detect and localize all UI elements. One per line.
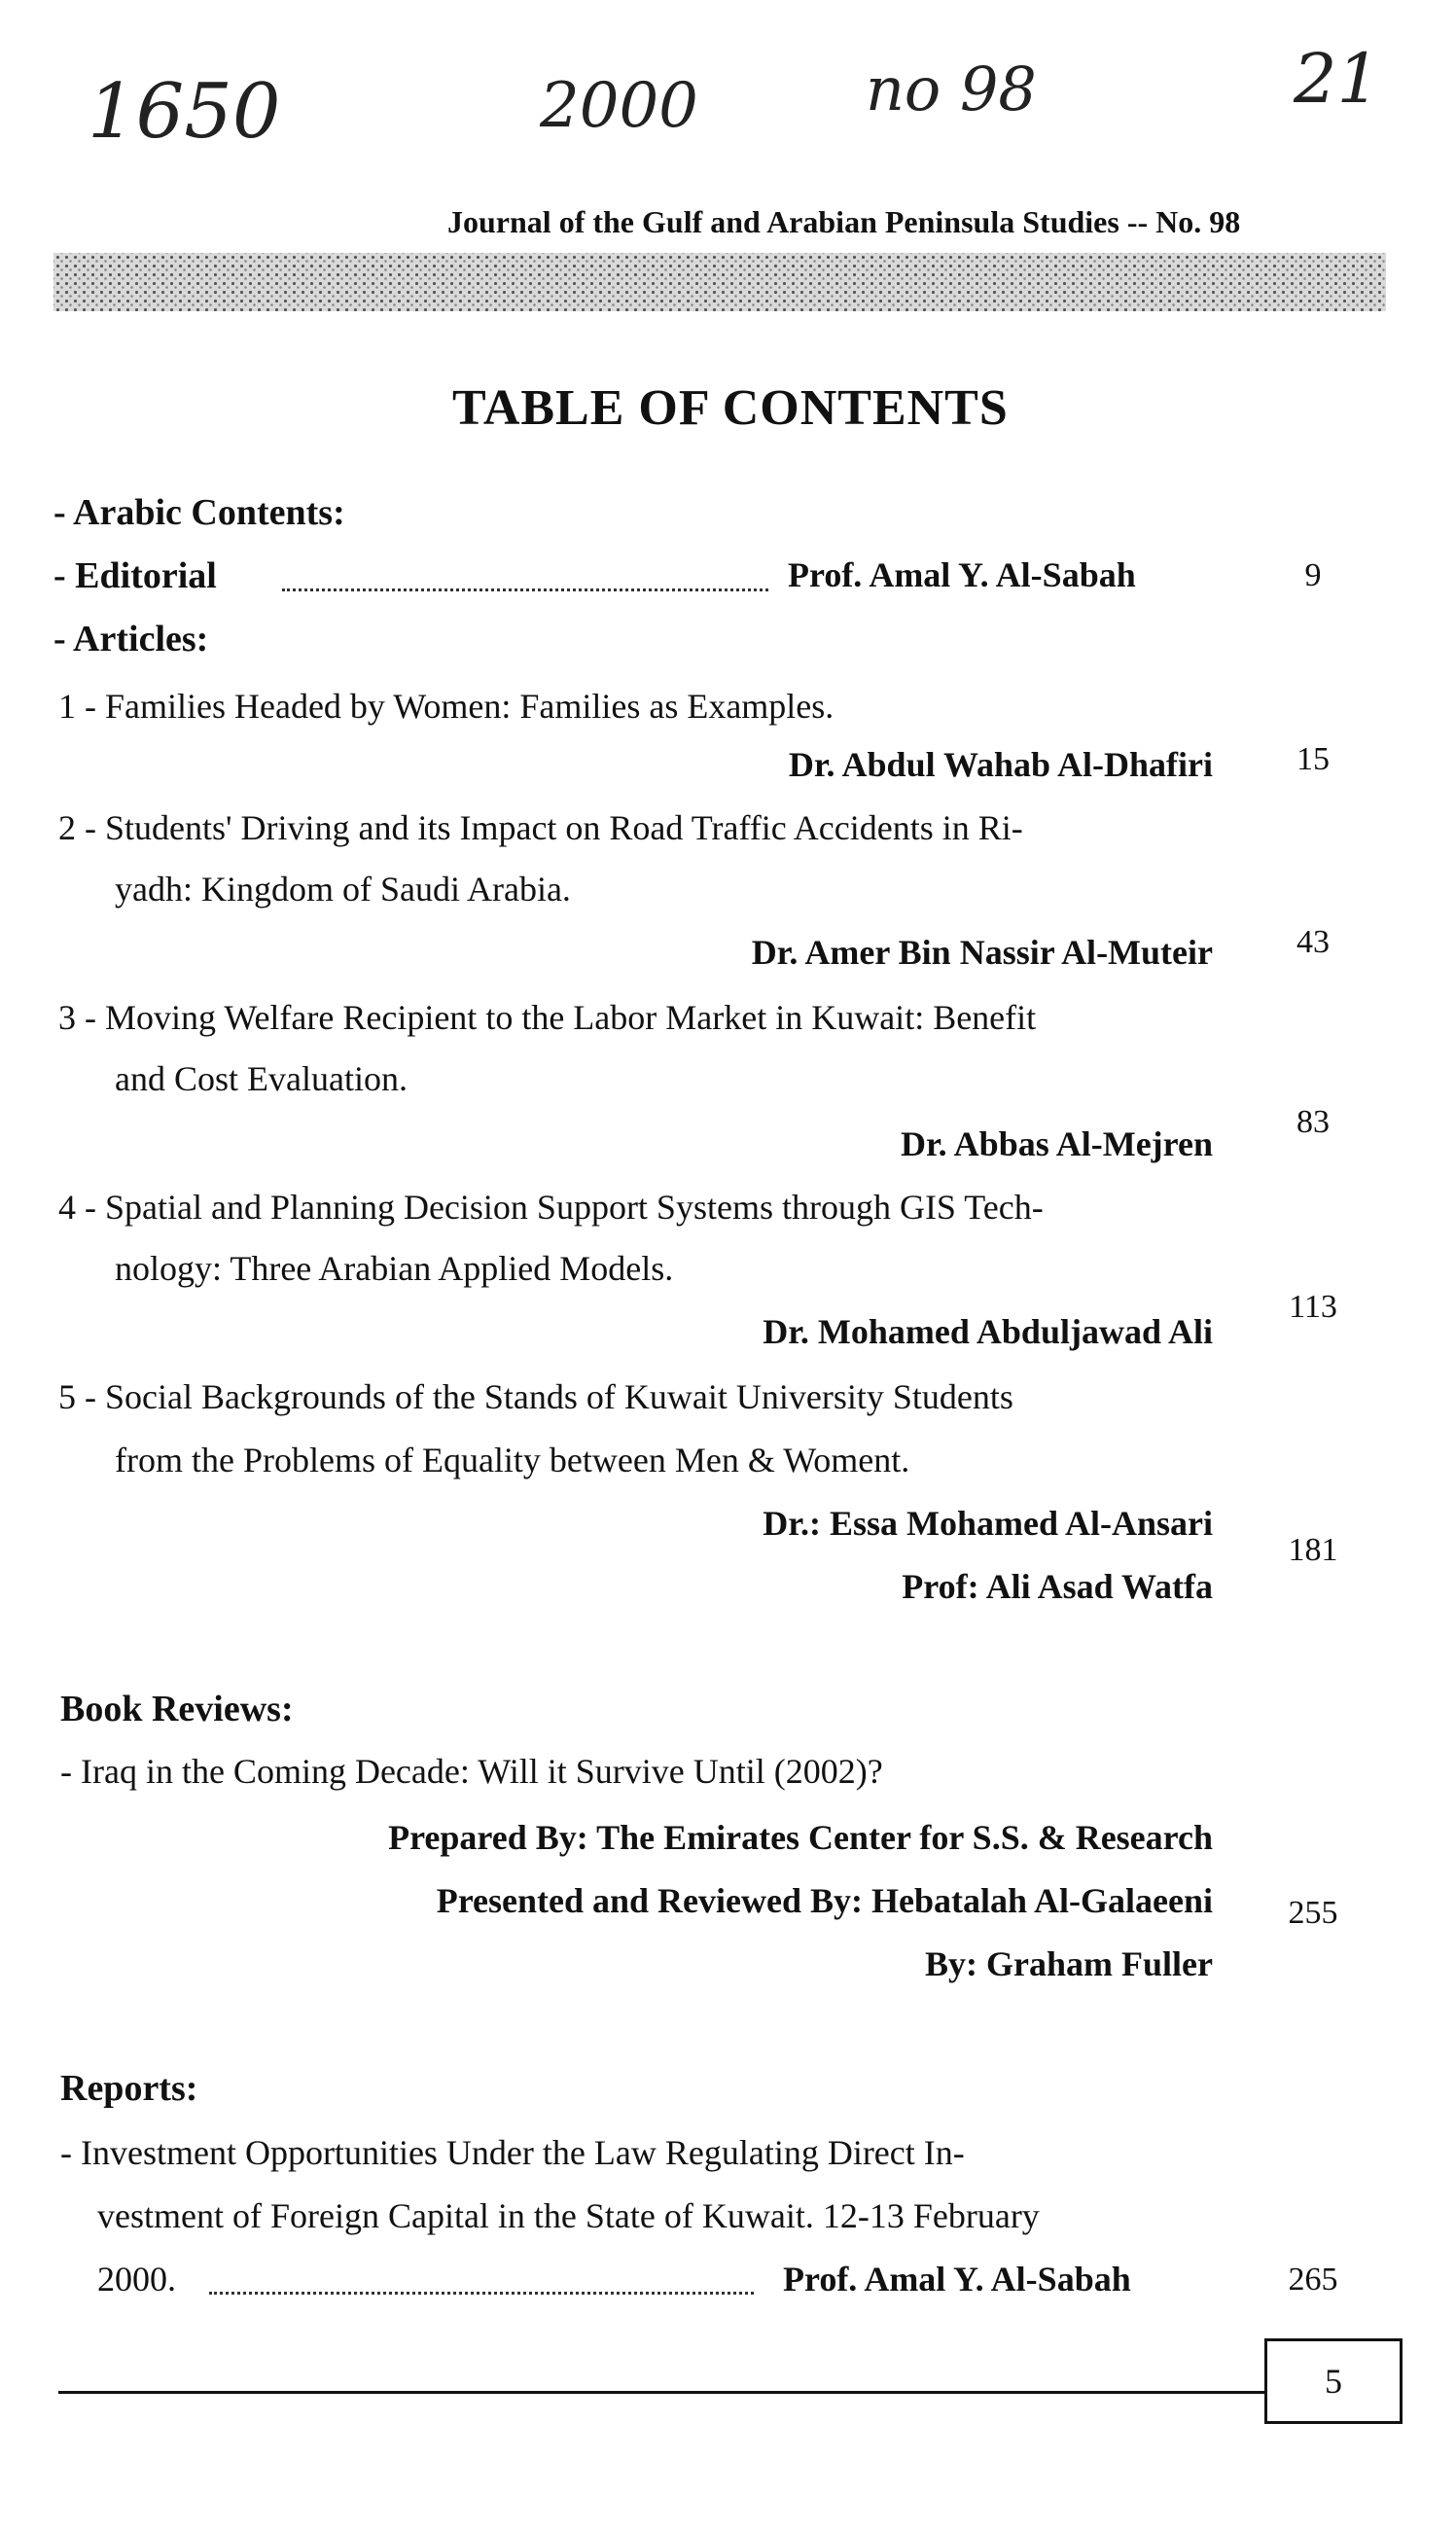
- report-line-1: - Investment Opportunities Under the Law Regulating Direct In-: [60, 2133, 965, 2172]
- article-3-page: 83: [1296, 1104, 1330, 1140]
- book-review-by: By: Graham Fuller: [925, 1944, 1213, 1983]
- book-review-presented: Presented and Reviewed By: Hebatalah Al-Galaeeni: [436, 1881, 1213, 1920]
- handwritten-issue: no 98: [866, 53, 1037, 125]
- article-3-title-line-1: 3 - Moving Welfare Recipient to the Labor Market in Kuwait: Benefit: [58, 998, 1037, 1037]
- journal-header: Journal of the Gulf and Arabian Peninsula Studies -- No. 98: [447, 204, 1241, 239]
- articles-heading: - Articles:: [53, 619, 209, 659]
- decorative-band: [53, 253, 1386, 311]
- report-line-3: 2000.: [97, 2260, 176, 2298]
- book-reviews-heading: Book Reviews:: [60, 1689, 294, 1729]
- article-2-author: Dr. Amer Bin Nassir Al-Muteir: [751, 933, 1213, 972]
- article-5-author-2: Prof: Ali Asad Watfa: [902, 1567, 1213, 1606]
- article-4-page: 113: [1289, 1289, 1337, 1325]
- book-review-page: 255: [1288, 1895, 1338, 1931]
- article-5-author-1: Dr.: Essa Mohamed Al-Ansari: [763, 1504, 1213, 1543]
- page-number: 5: [1325, 2362, 1342, 2401]
- article-1-title: 1 - Families Headed by Women: Families as Examples.: [58, 687, 835, 726]
- book-review-prepared: Prepared By: The Emirates Center for S.S. & Research: [388, 1818, 1213, 1857]
- handwritten-number: 1650: [88, 68, 281, 156]
- handwritten-year: 2000: [540, 70, 698, 142]
- book-review-title: - Iraq in the Coming Decade: Will it Survive Until (2002)?: [60, 1752, 883, 1791]
- report-author: Prof. Amal Y. Al-Sabah: [783, 2260, 1131, 2298]
- article-4-author: Dr. Mohamed Abduljawad Ali: [763, 1312, 1213, 1351]
- article-1-page: 15: [1296, 741, 1330, 777]
- article-3-title-line-2: and Cost Evaluation.: [115, 1059, 408, 1098]
- editorial-leader: [282, 588, 768, 591]
- report-leader: [209, 2292, 754, 2295]
- article-2-title-line-2: yadh: Kingdom of Saudi Arabia.: [115, 870, 571, 909]
- report-page: 265: [1288, 2262, 1338, 2298]
- report-line-2: vestment of Foreign Capital in the State of Kuwait. 12-13 February: [97, 2196, 1040, 2235]
- article-5-page: 181: [1288, 1532, 1338, 1568]
- article-3-author: Dr. Abbas Al-Mejren: [900, 1124, 1213, 1163]
- reports-heading: Reports:: [60, 2068, 198, 2109]
- article-5-title-line-1: 5 - Social Backgrounds of the Stands of Kuwait University Students: [58, 1377, 1013, 1416]
- handwritten-mark: 21: [1294, 39, 1381, 119]
- article-4-title-line-1: 4 - Spatial and Planning Decision Support Systems through GIS Tech-: [58, 1188, 1044, 1227]
- article-1-author: Dr. Abdul Wahab Al-Dhafiri: [788, 745, 1213, 784]
- article-2-page: 43: [1296, 924, 1330, 960]
- footer-rule: [58, 2391, 1264, 2394]
- article-5-title-line-2: from the Problems of Equality between Men & Woment.: [115, 1441, 910, 1479]
- article-2-title-line-1: 2 - Students' Driving and its Impact on Road Traffic Accidents in Ri-: [58, 808, 1023, 847]
- arabic-contents-heading: - Arabic Contents:: [53, 492, 345, 533]
- page-title: TABLE OF CONTENTS: [452, 380, 1009, 436]
- page-number-box: [1264, 2338, 1403, 2424]
- editorial-page: 9: [1304, 557, 1322, 593]
- editorial-label: - Editorial: [53, 555, 217, 596]
- article-4-title-line-2: nology: Three Arabian Applied Models.: [115, 1249, 674, 1288]
- editorial-author: Prof. Amal Y. Al-Sabah: [788, 555, 1136, 594]
